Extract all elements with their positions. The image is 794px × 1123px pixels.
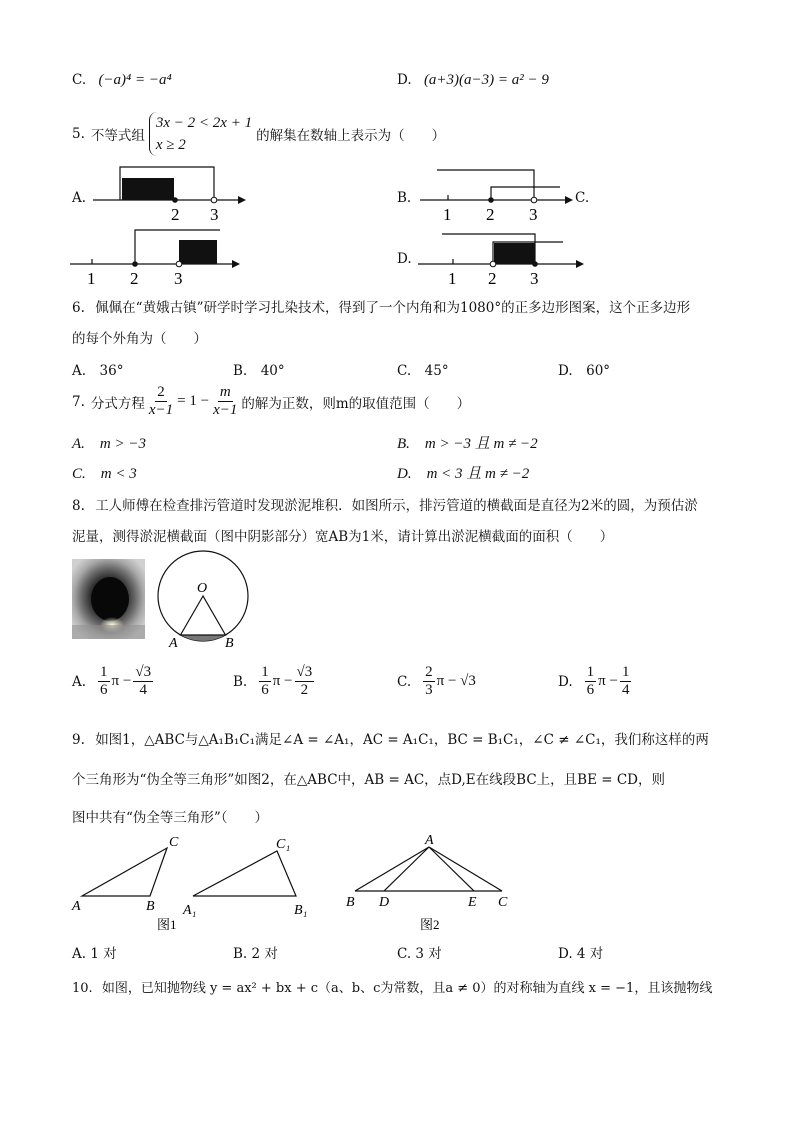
q5-option-b-label[interactable]: B. bbox=[397, 190, 412, 206]
q8-stem-line1: 8. 工人师傅在检查排污管道时发现淤泥堆积．如图所示，排污管道的横截面是直径为2米的圆，为预估淤 bbox=[72, 498, 698, 514]
q5-option-d-numberline[interactable] bbox=[418, 224, 588, 289]
q5c-tick-2: 2 bbox=[130, 269, 139, 288]
q9-figure1 bbox=[68, 830, 333, 935]
q5-option-d-label[interactable]: D. bbox=[397, 251, 412, 267]
q6-option-d[interactable]: D. 60° bbox=[558, 363, 611, 379]
q10-stem-line1: 10. 如图，已知抛物线 y = ax² + bx + c（a、b、c为常数，且a ≠ 0）的对称轴为直线 x = −1，且该抛物线 bbox=[72, 981, 713, 996]
q4-option-c[interactable]: C. (−a)⁴ = −a⁴ bbox=[72, 72, 172, 88]
q9-option-b[interactable]: B. 2 对 bbox=[233, 946, 278, 962]
q5-option-a-numberline[interactable] bbox=[88, 160, 248, 225]
q9-stem-line1: 9. 如图1，△ABC与△A₁B₁C₁满足∠A = ∠A₁，AC = A₁C₁，BC = B₁C₁，∠C ≠ ∠C₁，我们称这样的两 bbox=[72, 732, 709, 748]
fig1-label-c: C bbox=[169, 835, 179, 850]
fig1-label-a1: A₁ bbox=[183, 903, 197, 918]
q8-option-c[interactable]: C. $\frac{2}{3}$ π − √3 bbox=[397, 664, 476, 698]
q5-option-a-label[interactable]: A. bbox=[72, 190, 87, 206]
q5b-tick-1: 1 bbox=[443, 205, 452, 224]
fig1-label-a: A bbox=[72, 899, 81, 914]
fig2-label-d: D bbox=[379, 895, 390, 910]
q9-stem-line2: 个三角形为“伪全等三角形”如图2，在△ABC中，AB = AC，点D,E在线段BC上，且BE = CD，则 bbox=[72, 772, 665, 788]
q7-option-d[interactable]: D. m < 3 且 m ≠ −2 bbox=[397, 466, 530, 482]
fig2-label-b: B bbox=[346, 895, 355, 910]
q9-option-d[interactable]: D. 4 对 bbox=[558, 946, 604, 962]
q8-circle-diagram bbox=[152, 548, 254, 650]
q8-option-d[interactable]: D. $\frac{1}{6}$ π − $\frac{1}{4}$ bbox=[558, 664, 630, 698]
q5b-tick-2: 2 bbox=[486, 205, 495, 224]
q7-fraction-1: $\frac{2}{x-1}$ bbox=[148, 384, 174, 418]
q5c-tick-3: 3 bbox=[174, 269, 183, 288]
pipe-photo bbox=[72, 559, 145, 639]
q5a-tick-3: 3 bbox=[210, 205, 219, 224]
q8-label-a: A bbox=[169, 636, 178, 650]
q6-option-a[interactable]: A. 36° bbox=[72, 363, 124, 379]
q6-option-c[interactable]: C. 45° bbox=[397, 363, 449, 379]
q6-option-b[interactable]: B. 40° bbox=[233, 363, 285, 379]
fig2-label-e: E bbox=[468, 895, 477, 910]
q8-option-a[interactable]: A. $\frac{1}{6}$ π − $\frac{√3}{4}$ bbox=[72, 664, 152, 698]
fig1-caption: 图1 bbox=[157, 917, 177, 932]
q9-figure2 bbox=[340, 830, 520, 935]
fig2-label-a: A bbox=[425, 833, 434, 848]
q5d-tick-3: 3 bbox=[530, 269, 539, 288]
q8-option-b[interactable]: B. $\frac{1}{6}$ π − $\frac{√3}{2}$ bbox=[233, 664, 313, 698]
q7-fraction-2: $\frac{m}{x-1}$ bbox=[213, 384, 238, 418]
q4-option-d-expr: (a+3)(a−3) = a² − 9 bbox=[423, 72, 549, 88]
q4-option-c-expr: (−a)⁴ = −a⁴ bbox=[98, 72, 172, 88]
q7-option-c[interactable]: C. m < 3 bbox=[72, 466, 137, 482]
q5a-tick-2: 2 bbox=[171, 205, 180, 224]
q5c-tick-1: 1 bbox=[87, 269, 96, 288]
q5b-tick-3: 3 bbox=[529, 205, 538, 224]
q5-inequality-system: 3x − 2 < 2x + 1 x ≥ 2 bbox=[149, 112, 252, 156]
q9-option-c[interactable]: C. 3 对 bbox=[397, 946, 442, 962]
q8-label-b: B bbox=[225, 636, 234, 650]
q5d-tick-1: 1 bbox=[448, 269, 457, 288]
q5d-tick-2: 2 bbox=[488, 269, 497, 288]
fig1-label-b: B bbox=[146, 899, 155, 914]
fig1-label-c1: C₁ bbox=[276, 837, 291, 852]
fig2-caption: 图2 bbox=[420, 917, 440, 932]
fig2-label-c: C bbox=[498, 895, 508, 910]
q9-stem-line3: 图中共有“伪全等三角形”（ ） bbox=[72, 810, 269, 826]
q5-option-b-numberline[interactable] bbox=[415, 160, 575, 225]
q5-option-c-label[interactable]: C. bbox=[575, 190, 590, 206]
q4-option-d[interactable]: D. (a+3)(a−3) = a² − 9 bbox=[397, 72, 549, 88]
q7-stem: 7. 分式方程 $\frac{2}{x-1}$ = 1 − $\frac{m}{x-1}$ 的解为正数，则m的取值范围（ ） bbox=[72, 384, 471, 418]
q8-label-o: O bbox=[197, 581, 208, 596]
q7-option-a[interactable]: A. m > −3 bbox=[72, 436, 146, 452]
q8-stem-line2: 泥量，测得淤泥横截面（图中阴影部分）宽AB为1米，请计算出淤泥横截面的面积（ ） bbox=[72, 529, 614, 545]
q5-option-c-numberline[interactable] bbox=[70, 224, 245, 289]
q7-option-b[interactable]: B. m > −3 且 m ≠ −2 bbox=[397, 436, 538, 452]
q6-stem-line1: 6. 佩佩在“黄娥古镇”研学时学习扎染技术，得到了一个内角和为1080°的正多边形图案，这个正多边形 bbox=[72, 300, 691, 316]
q6-stem-line2: 的每个外角为（ ） bbox=[72, 331, 207, 347]
q9-option-a[interactable]: A. 1 对 bbox=[72, 946, 117, 962]
q5-stem: 5. 不等式组 3x − 2 < 2x + 1 x ≥ 2 的解集在数轴上表示为（ ） bbox=[72, 112, 445, 156]
fig1-label-b1: B₁ bbox=[294, 903, 308, 918]
